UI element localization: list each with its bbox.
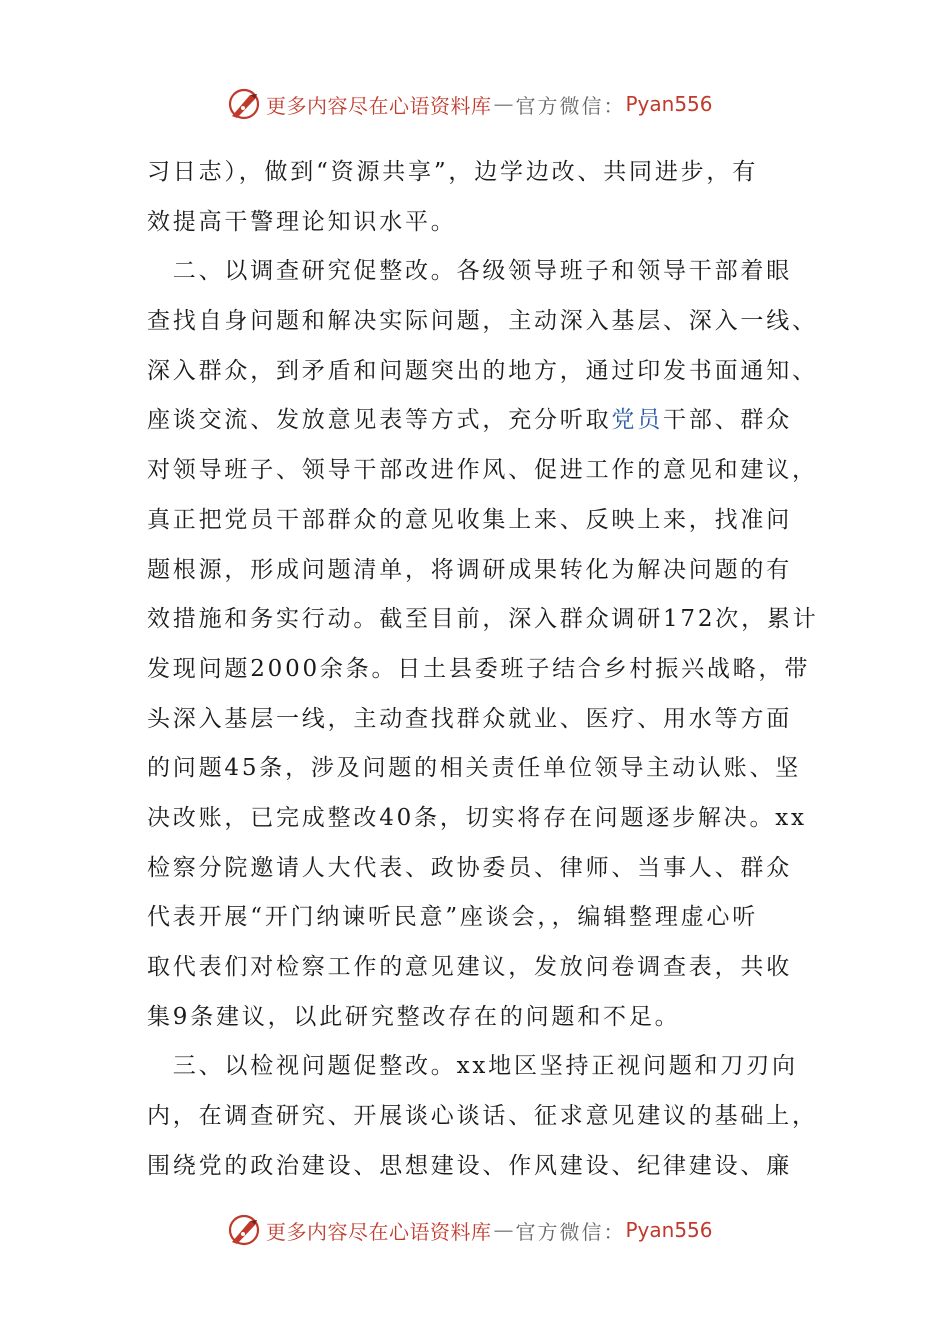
text-line: 头深入基层一线，主动查找群众就业、医疗、用水等方面 — [147, 705, 792, 732]
text-line: 决改账，已完成整改40条，切实将存在问题逐步解决。xx — [147, 804, 807, 831]
text-segment: 干部、群众 — [663, 407, 793, 434]
text-line: 内，在调查研究、开展谈心谈话、征求意见建议的基础上， — [147, 1103, 818, 1130]
text-line: 的问题45条，涉及问题的相关责任单位领导主动认账、坚 — [147, 755, 802, 782]
section-heading-line: 三、以检视问题促整改。xx地区坚持正视问题和刀刃向 — [147, 1053, 798, 1080]
text-line: 对领导班子、领导干部改进作风、促进工作的意见和建议， — [147, 457, 818, 484]
text-line: 效措施和务实行动。截至目前，深入群众调研172次，累计 — [147, 606, 819, 633]
text-line: 习日志），做到“资源共享”，边学边改、共同进步，有 — [147, 159, 759, 185]
banner-library-text: 更多内容尽在心语资料库 — [266, 93, 492, 118]
text-line: 题根源，形成问题清单，将调研成果转化为解决问题的有 — [147, 556, 792, 583]
pen-nib-logo-icon — [226, 86, 262, 122]
section-heading-line: 二、以调查研究促整改。各级领导班子和领导干部着眼 — [147, 258, 792, 285]
banner-wechat-id: Pyan556 — [625, 1218, 713, 1242]
text-line — [147, 396, 807, 446]
text-segment: 座谈交流、发放意见表等方式，充分听取 — [147, 407, 612, 434]
text-line: 发现问题2000余条。日土县委班子结合乡村振兴战略，带 — [147, 655, 811, 682]
banner-official-label: 官方微信： — [515, 93, 626, 118]
text-line: 效提高干警理论知识水平。 — [147, 208, 457, 235]
document-body — [147, 148, 819, 1191]
text-line: 围绕党的政治建设、思想建设、作风建设、纪律建设、廉 — [147, 1152, 792, 1179]
text-line: 查找自身问题和解决实际问题，主动深入基层、深入一线、 — [147, 308, 818, 335]
banner-official-label: 官方微信： — [515, 1219, 626, 1244]
text-line: 集9条建议，以此研究整改存在的问题和不足。 — [147, 1003, 681, 1030]
banner-wechat-id: Pyan556 — [625, 92, 713, 116]
text-line: 取代表们对检察工作的意见建议，发放问卷调查表，共收 — [147, 954, 792, 980]
text-line: 检察分院邀请人大代表、政协委员、律师、当事人、群众 — [147, 854, 792, 881]
banner-dash: — — [493, 92, 514, 116]
text-line: 深入群众，到矛盾和问题突出的地方，通过印发书面通知、 — [147, 357, 818, 384]
party-member-link[interactable]: 党员 — [611, 407, 664, 434]
text-line: 代表开展“开门纳谏听民意”座谈会，，编辑整理虚心听 — [147, 904, 759, 931]
pen-nib-logo-icon — [226, 1212, 262, 1248]
text-line: 真正把党员干部群众的意见收集上来、反映上来，找准问 — [147, 506, 792, 533]
header-banner — [0, 84, 950, 124]
banner-dash: — — [493, 1218, 514, 1242]
banner-library-text: 更多内容尽在心语资料库 — [266, 1219, 492, 1244]
footer-banner — [0, 1210, 950, 1250]
